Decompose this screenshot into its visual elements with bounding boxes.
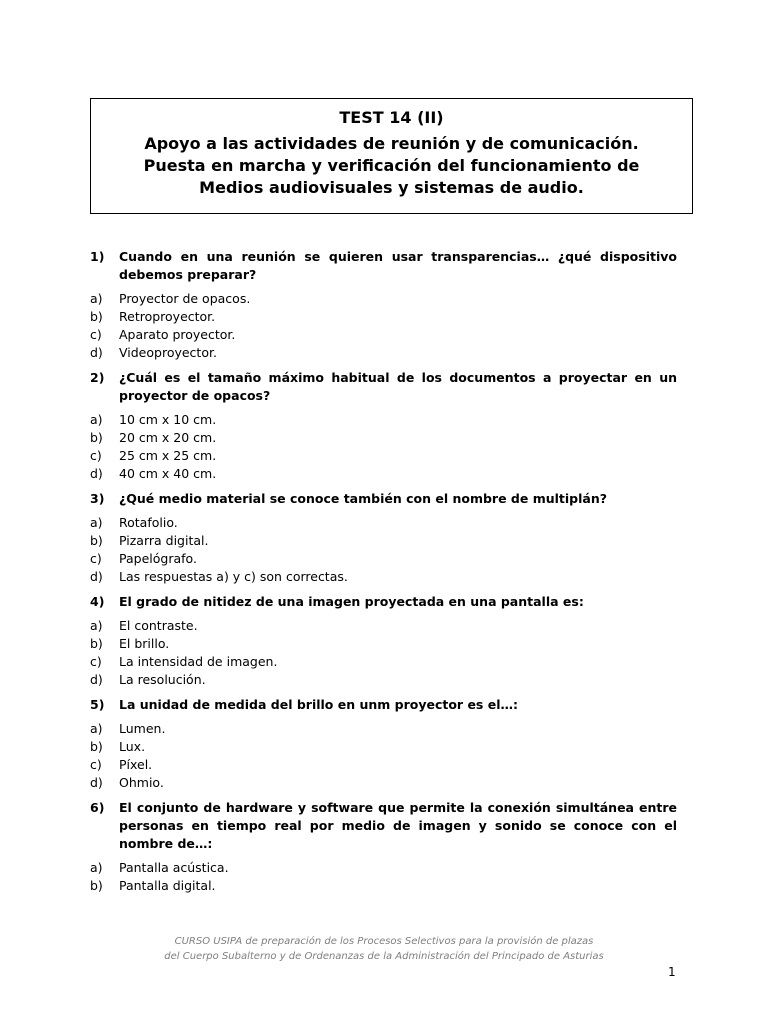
option-list <box>90 720 677 792</box>
option <box>90 617 677 635</box>
option-text: 40 cm x 40 cm. <box>119 466 217 481</box>
option-letter: c) <box>90 448 102 463</box>
subtitle-line: Medios audiovisuales y sistemas de audio. <box>199 178 584 197</box>
subtitle-line: Puesta en marcha y verificación del funcionamiento de <box>143 156 640 175</box>
option-letter: a) <box>90 618 103 633</box>
option <box>90 290 677 308</box>
test-title: TEST 14 (II) <box>339 108 444 127</box>
subtitle-line: Apoyo a las actividades de reunión y de comunicación. <box>144 134 639 153</box>
option-letter: c) <box>90 327 102 342</box>
option-letter: b) <box>90 309 103 324</box>
option <box>90 859 677 877</box>
option-text: Videoproyector. <box>119 345 217 360</box>
option <box>90 308 677 326</box>
option-text: 25 cm x 25 cm. <box>119 448 217 463</box>
question-header <box>90 369 677 405</box>
question-number: 6) <box>90 800 105 815</box>
option <box>90 720 677 738</box>
option <box>90 756 677 774</box>
option <box>90 671 677 689</box>
question-3 <box>90 490 677 586</box>
question-header <box>90 490 677 508</box>
option-list <box>90 514 677 586</box>
option-text: El brillo. <box>119 636 170 651</box>
option-text: Ohmio. <box>119 775 164 790</box>
option-letter: a) <box>90 860 103 875</box>
option-text: Pantalla digital. <box>119 878 216 893</box>
option-letter: b) <box>90 533 103 548</box>
option <box>90 429 677 447</box>
question-number: 3) <box>90 491 105 506</box>
option-letter: d) <box>90 569 103 584</box>
option <box>90 465 677 483</box>
option-letter: b) <box>90 739 103 754</box>
option <box>90 738 677 756</box>
question-number: 1) <box>90 249 105 264</box>
question-1 <box>90 248 677 362</box>
option-letter: a) <box>90 291 103 306</box>
option-letter: d) <box>90 345 103 360</box>
option <box>90 653 677 671</box>
option-letter: c) <box>90 757 102 772</box>
option-letter: b) <box>90 878 103 893</box>
option-text: El contraste. <box>119 618 198 633</box>
option <box>90 514 677 532</box>
question-header <box>90 799 677 853</box>
question-number: 2) <box>90 370 105 385</box>
option-text: Retroproyector. <box>119 309 216 324</box>
option-text: Las respuestas a) y c) son correctas. <box>119 569 348 584</box>
option-text: Aparato proyector. <box>119 327 236 342</box>
option <box>90 411 677 429</box>
question-text: ¿Cuál es el tamaño máximo habitual de los documentos a proyectar en un proyector de opacos? <box>119 370 677 403</box>
question-header <box>90 593 677 611</box>
option-letter: b) <box>90 430 103 445</box>
question-number: 4) <box>90 594 105 609</box>
option-text: Pantalla acústica. <box>119 860 229 875</box>
title-box <box>90 98 693 214</box>
option <box>90 774 677 792</box>
option-letter: c) <box>90 654 102 669</box>
option-text: 20 cm x 20 cm. <box>119 430 217 445</box>
question-2 <box>90 369 677 483</box>
option-letter: a) <box>90 515 103 530</box>
option-letter: c) <box>90 551 102 566</box>
option-text: Rotafolio. <box>119 515 178 530</box>
question-header <box>90 248 677 284</box>
option <box>90 568 677 586</box>
question-6 <box>90 799 677 895</box>
option <box>90 550 677 568</box>
question-text: La unidad de medida del brillo en unm proyector es el…: <box>119 697 518 712</box>
option-letter: b) <box>90 636 103 651</box>
option-letter: d) <box>90 672 103 687</box>
question-4 <box>90 593 677 689</box>
footer-line: CURSO USIPA de preparación de los Procesos Selectivos para la provisión de plazas <box>174 936 594 947</box>
option-letter: d) <box>90 775 103 790</box>
option-letter: a) <box>90 412 103 427</box>
option-text: Pizarra digital. <box>119 533 209 548</box>
option-list <box>90 617 677 689</box>
option-text: Papelógrafo. <box>119 551 197 566</box>
question-list <box>90 248 677 902</box>
option <box>90 532 677 550</box>
question-text: El conjunto de hardware y software que permite la conexión simultánea entre personas en tiempo real por medio de imagen y sonido se conoce con el nombre de…: <box>119 800 677 851</box>
option-text: La intensidad de imagen. <box>119 654 278 669</box>
footer-line: del Cuerpo Subalterno y de Ordenanzas de la Administración del Principado de Asturias <box>164 951 604 962</box>
option-text: La resolución. <box>119 672 206 687</box>
option <box>90 447 677 465</box>
question-5 <box>90 696 677 792</box>
question-text: El grado de nitidez de una imagen proyectada en una pantalla es: <box>119 594 584 609</box>
question-text: ¿Qué medio material se conoce también con el nombre de multiplán? <box>119 491 607 506</box>
option-list <box>90 411 677 483</box>
option-list <box>90 290 677 362</box>
question-header <box>90 696 677 714</box>
option-text: Proyector de opacos. <box>119 291 251 306</box>
option-list <box>90 859 677 895</box>
option <box>90 635 677 653</box>
option <box>90 877 677 895</box>
option-text: 10 cm x 10 cm. <box>119 412 217 427</box>
question-text: Cuando en una reunión se quieren usar transparencias… ¿qué dispositivo debemos preparar? <box>119 249 677 282</box>
option <box>90 326 677 344</box>
question-number: 5) <box>90 697 105 712</box>
test-subtitle <box>91 133 692 199</box>
option-letter: a) <box>90 721 103 736</box>
option-text: Lumen. <box>119 721 166 736</box>
page-number: 1 <box>668 965 676 979</box>
option-text: Lux. <box>119 739 146 754</box>
option-text: Píxel. <box>119 757 153 772</box>
footer <box>0 934 768 964</box>
option <box>90 344 677 362</box>
option-letter: d) <box>90 466 103 481</box>
